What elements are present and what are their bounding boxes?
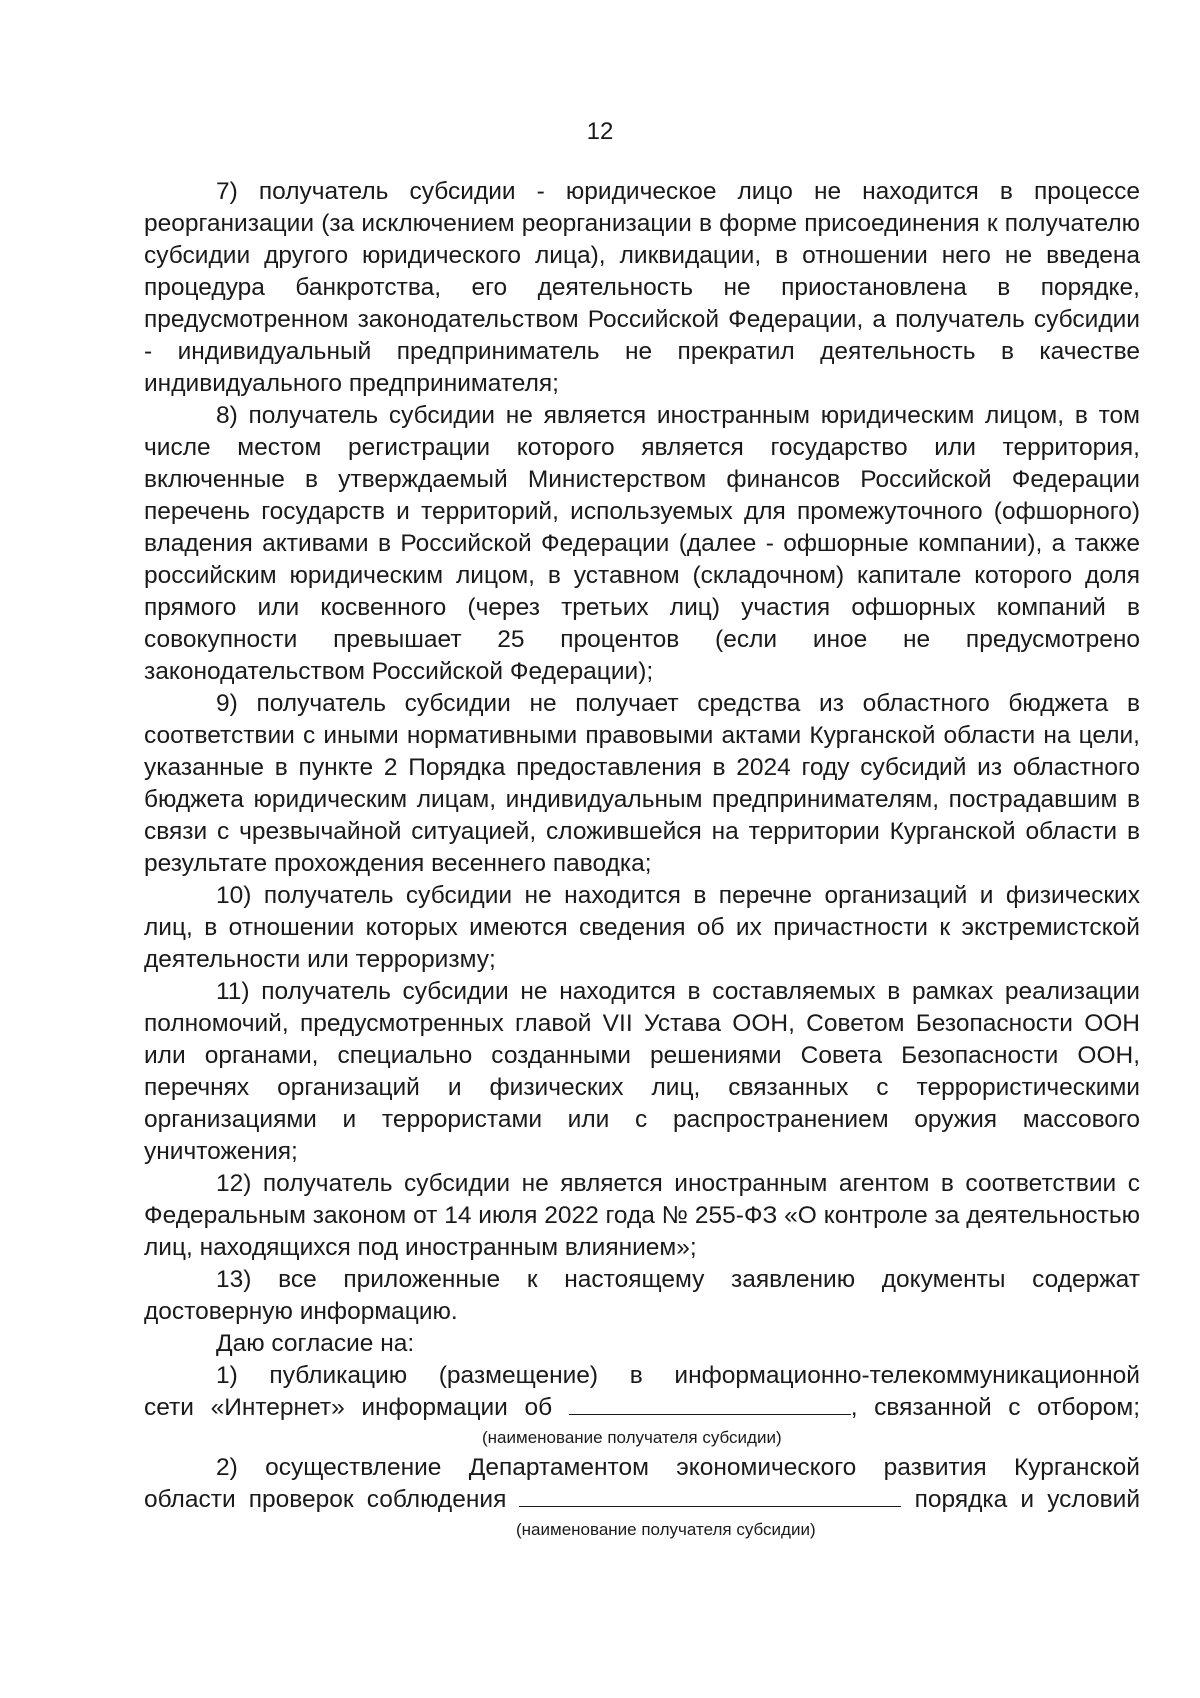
consent-2-caption: (наименование получателя субсидии): [516, 1520, 816, 1539]
recipient-name-blank-1[interactable]: [569, 1392, 851, 1415]
page-number: 12: [586, 118, 614, 145]
paragraph-item-9: 9) получатель субсидии не получает средства из областного бюджета в соответствии с иными нормативными правовыми актами Курганской области на цели, указанные в пункте 2 Порядка предоставления в 2024 году субсидий из областного бюджета юридическим лицам, индивидуальным предпринимателям, пострадавшим в связи с чрезвычайной ситуацией, сложившейся на территории Курганской области в результате прохождения весеннего паводка;: [144, 690, 1140, 877]
consent-2-text-before: области проверок соблюдения: [144, 1486, 507, 1513]
consent-1-text-after: , связанной с отбором;: [850, 1394, 1141, 1421]
consent-item-2: [144, 1452, 1140, 1544]
consent-item-1: [144, 1360, 1140, 1452]
consent-2-line-2: [144, 1484, 1140, 1516]
paragraph-item-10: 10) получатель субсидии не находится в перечне организаций и физических лиц, в отношении которых имеются сведения об их причастности к экстремистской деятельности или терроризму;: [144, 882, 1140, 973]
consent-1-caption: (наименование получателя субсидии): [482, 1428, 782, 1447]
paragraph-item-12: 12) получатель субсидии не является иностранным агентом в соответствии с Федеральным законом от 14 июля 2022 года № 255-ФЗ «О контроле за деятельностью лиц, находящихся под иностранным влиянием»;: [144, 1170, 1140, 1261]
recipient-name-blank-2[interactable]: [519, 1484, 901, 1507]
paragraph-item-8: 8) получатель субсидии не является иностранным юридическим лицом, в том числе местом регистрации которого является государство или территория, включенные в утверждаемый Министерством финансов Российской Федерации перечень государств и территорий, используемых для промежуточного (офшорного) владения активами в Российской Федерации (далее - офшорные компании), а также российским юридическим лицом, в уставном (складочном) капитале которого доля прямого или косвенного (через третьих лиц) участия офшорных компаний в совокупности превышает 25 процентов (если иное не предусмотрено законодательством Российской Федерации);: [144, 402, 1140, 685]
consent-1-line-1: 1) публикацию (размещение) в информационно-телекоммуникационной: [216, 1362, 1140, 1389]
consent-2-text-after: порядка и условий: [914, 1486, 1141, 1513]
consent-heading: Даю согласие на:: [216, 1330, 415, 1357]
document-body: [144, 176, 1140, 1544]
paragraph-item-7: 7) получатель субсидии - юридическое лицо не находится в процессе реорганизации (за исключением реорганизации в форме присоединения к получателю субсидии другого юридического лица), ликвидации, в отношении него не введена процедура банкротства, его деятельность не приостановлена в порядке, предусмотренном законодательством Российской Федерации, а получатель субсидии - индивидуальный предприниматель не прекратил деятельность в качестве индивидуального предпринимателя;: [144, 178, 1140, 397]
consent-1-line-2: [144, 1392, 1140, 1424]
paragraph-item-13: 13) все приложенные к настоящему заявлению документы содержат достоверную информацию.: [144, 1266, 1140, 1325]
paragraph-item-11: 11) получатель субсидии не находится в составляемых в рамках реализации полномочий, предусмотренных главой VII Устава ООН, Советом Безопасности ООН или органами, специально созданными решениями Совета Безопасности ООН, перечнях организаций и физических лиц, связанных с террористическими организациями и террористами или с распространением оружия массового уничтожения;: [144, 978, 1140, 1165]
consent-1-text-before: сети «Интернет» информации об: [144, 1394, 553, 1421]
consent-2-line-1: 2) осуществление Департаментом экономического развития Курганской: [216, 1454, 1140, 1481]
